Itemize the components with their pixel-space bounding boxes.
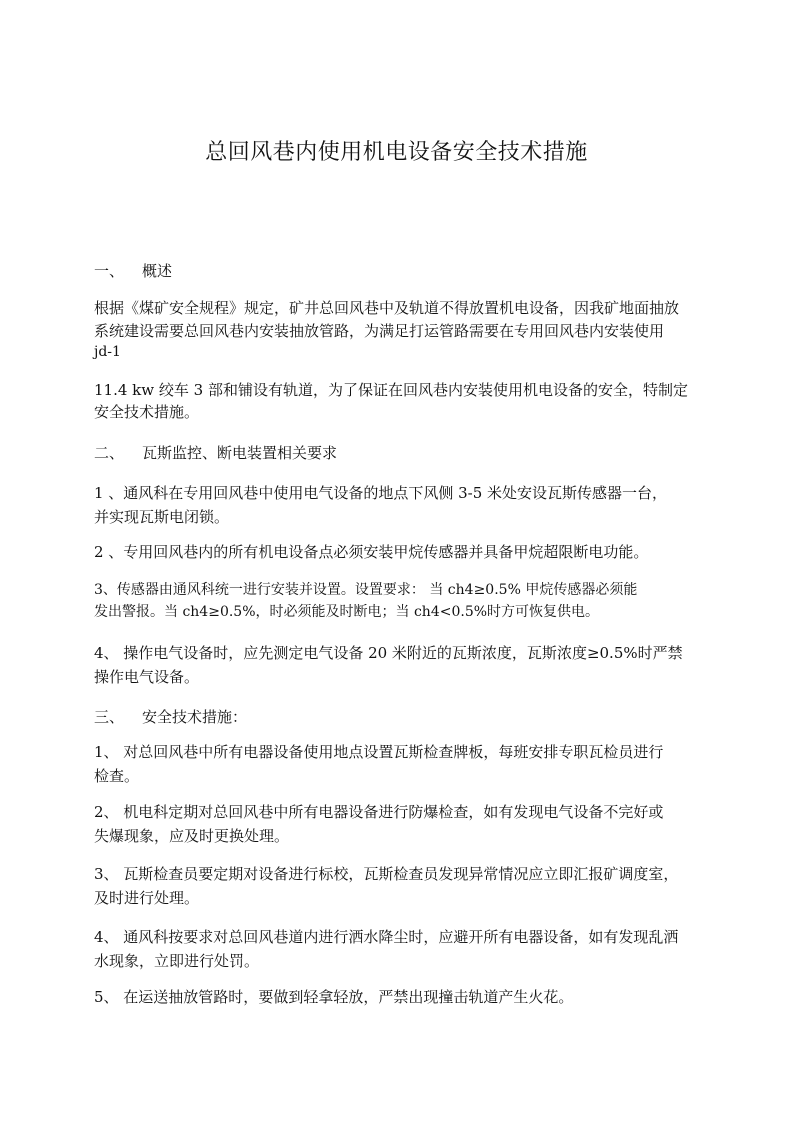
list-item-line: 1 、通风科在专用回风巷中使用电气设备的地点下风侧 3-5 米处安设瓦斯传感器一台， [94, 484, 668, 502]
section-number: 三、 [94, 708, 125, 726]
list-item-line: 2 、专用回风巷内的所有机电设备点必须安装甲烷传感器并具备甲烷超限断电功能。 [94, 543, 649, 561]
section-number: 一、 [94, 262, 125, 280]
list-item-line: 并实现瓦斯电闭锁。 [94, 508, 230, 526]
list-item-line: 4、 操作电气设备时，应先测定电气设备 20 米附近的瓦斯浓度，瓦斯浓度≥0.5%时严禁 [94, 644, 683, 662]
section-title: 安全技术措施： [142, 708, 248, 726]
section-number: 二、 [94, 444, 125, 462]
list-item-line: 及时进行处理。 [94, 889, 200, 907]
paragraph-line: 根据《煤矿安全规程》规定，矿井总回风巷中及轨道不得放置机电设备，因我矿地面抽放 [94, 299, 680, 317]
section-title: 概述 [142, 262, 173, 280]
list-item-line: 4、 通风科按要求对总回风巷道内进行洒水降尘时，应避开所有电器设备，如有发现乱洒 [94, 928, 679, 946]
document-title: 总回风巷内使用机电设备安全技术措施 [205, 140, 588, 165]
section-title: 瓦斯监控、断电装置相关要求 [142, 444, 338, 462]
paragraph-line: jd-1 [94, 344, 121, 360]
section-heading [94, 442, 714, 464]
section-heading [94, 706, 714, 728]
list-item-line: 水现象，立即进行处罚。 [94, 952, 260, 970]
list-item-line: 操作电气设备。 [94, 668, 200, 686]
list-item-line: 3、 瓦斯检查员要定期对设备进行标校，瓦斯检查员发现异常情况应立即汇报矿调度室， [94, 865, 679, 883]
section-heading [94, 260, 714, 282]
paragraph-line: 安全技术措施。 [94, 403, 200, 421]
list-item-line: 失爆现象，应及时更换处理。 [94, 827, 290, 845]
list-item-line: 检查。 [94, 767, 140, 785]
paragraph-line: 11.4 kw 绞车 3 部和铺设有轨道，为了保证在回风巷内安装使用机电设备的安全，特制定 [94, 381, 688, 399]
list-item-line: 5、 在运送抽放管路时，要做到轻拿轻放，严禁出现撞击轨道产生火花。 [94, 988, 574, 1006]
list-item-line: 1、 对总回风巷中所有电器设备使用地点设置瓦斯检查牌板，每班安排专职瓦检员进行 [94, 743, 664, 761]
paragraph-line: 系统建设需要总回风巷内安装抽放管路，为满足打运管路需要在专用回风巷内安装使用 [94, 322, 665, 340]
list-item-line: 3、传感器由通风科统一进行安装并设置。设置要求： 当 ch4≥0.5% 甲烷传感器必须能 [94, 582, 638, 598]
list-item-line: 发出警报。当 ch4≥0.5%，时必须能及时断电；当 ch4<0.5%时方可恢复供电。 [94, 604, 600, 620]
list-item-line: 2、 机电科定期对总回风巷中所有电器设备进行防爆检查，如有发现电气设备不完好或 [94, 803, 664, 821]
